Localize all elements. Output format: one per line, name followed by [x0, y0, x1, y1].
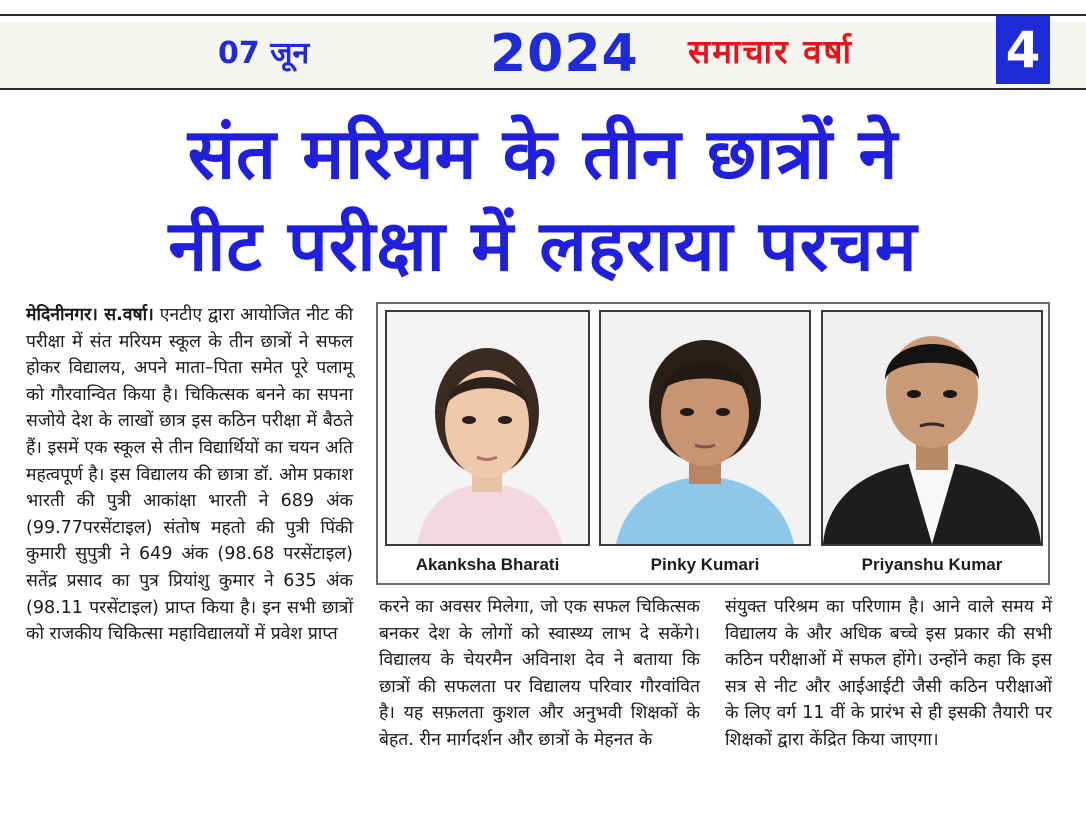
article-column-1-body: एनटीए द्वारा आयोजित नीट की परीक्षा में संत मरियम स्कूल के तीन छात्रों ने सफल होकर विद्यालय, अपने माता–पिता समेत पूरे पलामू को गौरवान्वित किया है। चिकित्सक बनने का सपना सजोये देश के लाखों छात्र इस कठिन परीक्षा में बैठते हैं। इसमें एक स्कूल से तीन विद्यार्थियों का चयन अति महत्वपूर्ण है। इस विद्यालय की छात्रा डॉ. ओम प्रकाश भारती की पुत्री आकांक्षा भारती ने 689 अंक (99.77परसेंटाइल) संतोष महतो की पुत्री पिंकी कुमारी सुपुत्री ने 649 अंक (98.68 परसेंटाइल) सतेंद्र प्रसाद का पुत्र प्रियांशु कुमार ने 635 अंक (98.11 परसेंटाइल) प्राप्त किया है। इन सभी छात्रों को राजकीय चिकित्सा महाविद्यालयों में प्रवेश प्राप्त [26, 305, 353, 645]
portrait-girl-2 [601, 312, 809, 544]
page-number-badge: 4 [996, 16, 1050, 84]
newspaper-name: समाचार वर्षा [688, 32, 854, 71]
headline-line-2: नीट परीक्षा में लहराया परचम [168, 205, 918, 287]
caption-pinky: Pinky Kumari [650, 555, 760, 574]
portrait-boy [823, 312, 1041, 544]
portrait-girl-1 [387, 312, 588, 544]
caption-priyanshu: Priyanshu Kumar [861, 555, 1003, 574]
dateline: मेदिनीनगर। स.वर्षा। [26, 305, 154, 325]
issue-date: 07 जून [218, 36, 310, 71]
photo-pinky [599, 310, 811, 546]
top-rule [0, 14, 1086, 16]
caption-akanksha: Akanksha Bharati [415, 555, 560, 574]
issue-year: 2024 [490, 24, 639, 84]
article-column-2: करने का अवसर मिलेगा, जो एक सफल चिकित्सक बनकर देश के लोगों को स्वास्थ्य लाभ दे सकेंगे। विद्यालय के चेयरमैन अविनाश देव ने बताया कि छात्रों की सफलता पर विद्यालय परिवार गौरवांवित है। यह सफ़लता कुशल और अनुभवी शिक्षकों के बेहत. रीन मार्गदर्शन और छात्रों के मेहनत के [379, 597, 700, 750]
article-column-1 [26, 302, 353, 648]
masthead-rule [0, 88, 1086, 90]
article-column-3: संयुक्त परिश्रम का परिणाम है। आने वाले समय में विद्यालय के और अधिक बच्चे इस प्रकार की सभी कठिन परीक्षाओं में सफल होंगे। उन्होंने कहा कि इस सत्र से नीट और आईआईटी जैसी कठिन परीक्षाओं के लिए वर्ग 11 वीं के प्रारंभ से ही इसकी तैयारी पर शिक्षकों द्वारा केंद्रित किया जाएगा। [725, 597, 1052, 750]
photo-priyanshu [821, 310, 1043, 546]
photo-panel [376, 302, 1050, 585]
photo-akanksha [385, 310, 590, 546]
headline-line-1: संत मरियम के तीन छात्रों ने [187, 113, 899, 195]
